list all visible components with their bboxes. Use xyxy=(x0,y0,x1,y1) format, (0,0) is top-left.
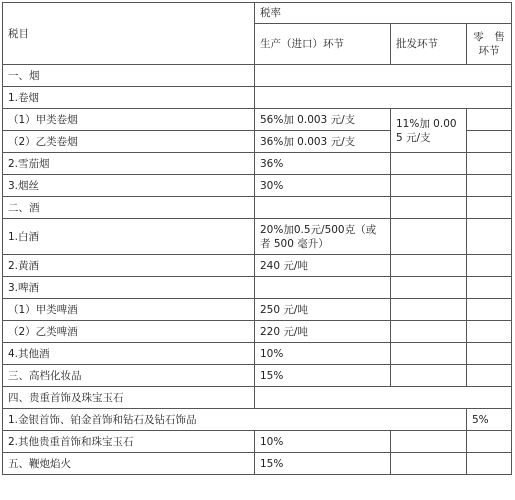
retail-rate-cell xyxy=(467,255,512,277)
item-cell: 1.金银首饰、铂金首饰和钻石及钻石饰品 xyxy=(3,409,467,431)
table-row xyxy=(3,197,512,219)
consumption-tax-table xyxy=(2,2,512,475)
production-rate-cell: 240 元/吨 xyxy=(255,255,391,277)
table-row xyxy=(3,109,512,131)
wholesale-rate-cell xyxy=(391,343,467,365)
production-rate-cell: 250 元/吨 xyxy=(255,299,391,321)
table-row xyxy=(3,321,512,343)
table-row xyxy=(3,175,512,197)
production-rate-cell: 56%加 0.003 元/支 xyxy=(255,109,391,131)
table-row xyxy=(3,409,512,431)
production-rate-cell xyxy=(255,277,391,299)
retail-rate-cell xyxy=(467,175,512,197)
retail-rate-cell xyxy=(467,321,512,343)
item-cell: 2.雪茄烟 xyxy=(3,153,255,175)
table-row xyxy=(3,255,512,277)
table-row xyxy=(3,87,512,109)
wholesale-rate-cell xyxy=(391,255,467,277)
wholesale-rate-cell xyxy=(391,453,467,475)
retail-rate-cell xyxy=(467,197,512,219)
item-cell: （2）乙类卷烟 xyxy=(3,131,255,153)
table-row xyxy=(3,277,512,299)
retail-rate-cell xyxy=(467,131,512,153)
item-cell: 1.卷烟 xyxy=(3,87,255,109)
item-cell: 2.黄酒 xyxy=(3,255,255,277)
item-cell: 2.其他贵重首饰和珠宝玉石 xyxy=(3,431,255,453)
retail-rate-cell xyxy=(467,219,512,255)
item-cell: 一、烟 xyxy=(3,65,255,87)
retail-rate-cell xyxy=(467,431,512,453)
production-rate-cell: 15% xyxy=(255,453,391,475)
item-cell: 三、高档化妆品 xyxy=(3,365,255,387)
item-cell: 3.烟丝 xyxy=(3,175,255,197)
table-row xyxy=(3,65,512,87)
header-retail: 零 售 环节 xyxy=(467,24,512,65)
production-rate-cell: 36%加 0.003 元/支 xyxy=(255,131,391,153)
item-cell: （1）甲类啤酒 xyxy=(3,299,255,321)
header-item: 税目 xyxy=(3,3,255,65)
table-row xyxy=(3,343,512,365)
table-row xyxy=(3,153,512,175)
wholesale-rate-cell xyxy=(391,197,467,219)
production-rate-cell: 10% xyxy=(255,343,391,365)
production-rate-cell: 20%加0.5元/500克（或者 500 毫升） xyxy=(255,219,391,255)
item-cell: 3.啤酒 xyxy=(3,277,255,299)
table-row xyxy=(3,365,512,387)
wholesale-rate-cell xyxy=(391,277,467,299)
header-production: 生产（进口）环节 xyxy=(255,24,391,65)
item-cell: 二、酒 xyxy=(3,197,255,219)
item-cell: （2）乙类啤酒 xyxy=(3,321,255,343)
wholesale-rate-cell xyxy=(391,431,467,453)
retail-rate-cell xyxy=(467,343,512,365)
item-cell: 四、贵重首饰及珠宝玉石 xyxy=(3,387,255,409)
rate-cell xyxy=(255,387,512,409)
production-rate-cell: 220 元/吨 xyxy=(255,321,391,343)
retail-rate-cell xyxy=(467,453,512,475)
table-row xyxy=(3,453,512,475)
production-rate-cell: 30% xyxy=(255,175,391,197)
wholesale-rate-cell xyxy=(391,175,467,197)
retail-rate-cell xyxy=(467,109,512,131)
retail-rate-cell xyxy=(467,365,512,387)
table-row xyxy=(3,219,512,255)
production-rate-cell: 15% xyxy=(255,365,391,387)
wholesale-rate-cell xyxy=(391,153,467,175)
production-rate-cell xyxy=(255,197,391,219)
item-cell: （1）甲类卷烟 xyxy=(3,109,255,131)
retail-rate-cell xyxy=(467,153,512,175)
wholesale-rate-cell: 11%加 0.005 元/支 xyxy=(391,109,467,153)
wholesale-rate-cell xyxy=(391,365,467,387)
item-cell: 1.白酒 xyxy=(3,219,255,255)
table-row xyxy=(3,431,512,453)
item-cell: 五、鞭炮焰火 xyxy=(3,453,255,475)
rate-cell xyxy=(255,87,512,109)
retail-rate-cell xyxy=(467,299,512,321)
production-rate-cell: 10% xyxy=(255,431,391,453)
rate-cell xyxy=(255,65,512,87)
wholesale-rate-cell xyxy=(391,321,467,343)
production-rate-cell: 36% xyxy=(255,153,391,175)
retail-rate-cell xyxy=(467,277,512,299)
item-cell: 4.其他酒 xyxy=(3,343,255,365)
wholesale-rate-cell xyxy=(391,219,467,255)
header-rate: 税率 xyxy=(255,3,512,24)
table-row xyxy=(3,299,512,321)
table-row xyxy=(3,387,512,409)
wholesale-rate-cell xyxy=(391,299,467,321)
retail-rate-cell: 5% xyxy=(467,409,512,431)
header-wholesale: 批发环节 xyxy=(391,24,467,65)
